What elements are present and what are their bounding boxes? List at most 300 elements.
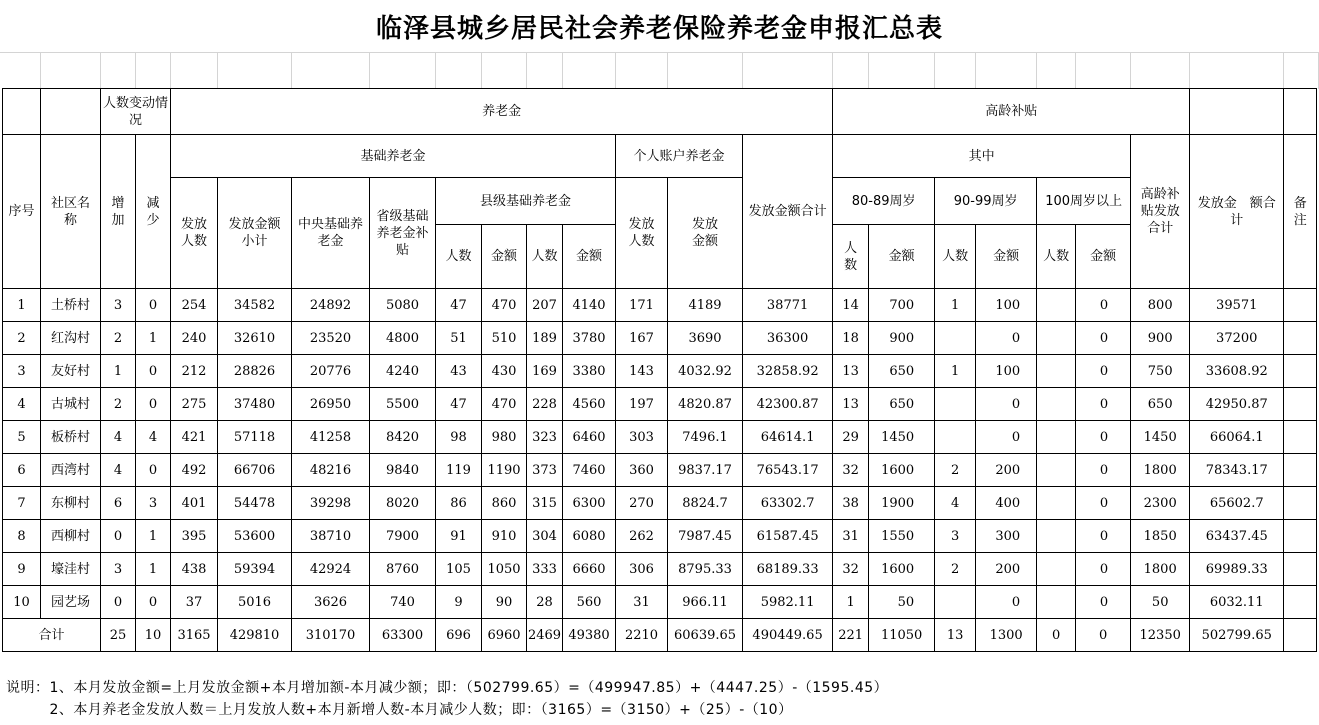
age-80-people-cell: 31	[833, 520, 869, 553]
age-90-amount-cell: 0	[976, 322, 1037, 355]
community-header-blank	[41, 89, 101, 135]
grand-total-header: 发放金 额合计	[1190, 135, 1284, 289]
age-100-amount-cell: 0	[1076, 322, 1131, 355]
seq-cell: 2	[3, 322, 41, 355]
decrease-cell: 0	[136, 355, 171, 388]
age-90-amount-cell: 200	[976, 553, 1037, 586]
county-amount-a-cell: 910	[482, 520, 527, 553]
issue-total-cell: 32858.92	[743, 355, 833, 388]
age-80-89-header: 80-89周岁	[833, 178, 935, 225]
county-people-a-cell: 43	[436, 355, 482, 388]
age-100-amount-cell: 0	[1076, 289, 1131, 322]
county-amount-b-cell: 6660	[563, 553, 616, 586]
table-row	[3, 322, 1317, 355]
county-people-b-cell: 315	[527, 487, 563, 520]
empty-grid-row	[0, 52, 1319, 89]
issue-subtotal-total-cell: 429810	[218, 619, 292, 652]
issue-subtotal-cell: 59394	[218, 553, 292, 586]
county-amount-b-cell: 6080	[563, 520, 616, 553]
county-amount-a-cell: 510	[482, 322, 527, 355]
community-cell: 园艺场	[41, 586, 101, 619]
county-people-b-cell: 373	[527, 454, 563, 487]
county-basic-header: 县级基础养老金	[436, 178, 616, 225]
issue-subtotal-cell: 5016	[218, 586, 292, 619]
central-basic-total-cell: 310170	[292, 619, 370, 652]
seq-cell: 3	[3, 355, 41, 388]
remark-cell	[1284, 520, 1317, 553]
age-100-amount-header: 金额	[1076, 225, 1131, 289]
age-80-amount-cell: 1450	[869, 421, 935, 454]
increase-cell: 0	[101, 520, 136, 553]
community-cell: 壕洼村	[41, 553, 101, 586]
community-cell: 西柳村	[41, 520, 101, 553]
age-90-amount-cell: 0	[976, 388, 1037, 421]
age-80-amount-cell: 1600	[869, 454, 935, 487]
decrease-cell: 4	[136, 421, 171, 454]
county-amount-a-header: 金额	[482, 225, 527, 289]
community-cell: 板桥村	[41, 421, 101, 454]
pa-count-cell: 143	[616, 355, 668, 388]
age-90-people-total-cell: 13	[935, 619, 976, 652]
age-80-people-cell: 32	[833, 553, 869, 586]
increase-cell: 3	[101, 289, 136, 322]
header-row-3	[3, 178, 1317, 225]
county-people-b-cell: 189	[527, 322, 563, 355]
grand-total-cell: 78343.17	[1190, 454, 1284, 487]
county-people-a-cell: 86	[436, 487, 482, 520]
age-90-amount-cell: 0	[976, 586, 1037, 619]
issue-subtotal-cell: 34582	[218, 289, 292, 322]
remark-cell	[1284, 388, 1317, 421]
county-people-b-cell: 207	[527, 289, 563, 322]
issue-subtotal-header: 发放金额小计	[218, 178, 292, 289]
age-100-amount-cell: 0	[1076, 388, 1131, 421]
age-80-amount-cell: 700	[869, 289, 935, 322]
central-basic-cell: 20776	[292, 355, 370, 388]
issue-count-cell: 275	[171, 388, 218, 421]
age-80-amount-cell: 1900	[869, 487, 935, 520]
remark-cell	[1284, 487, 1317, 520]
pa-amount-total-cell: 60639.65	[668, 619, 743, 652]
community-cell: 土桥村	[41, 289, 101, 322]
seq-cell: 5	[3, 421, 41, 454]
county-people-a-cell: 47	[436, 388, 482, 421]
pa-count-cell: 306	[616, 553, 668, 586]
table-row	[3, 289, 1317, 322]
pa-amount-cell: 3690	[668, 322, 743, 355]
age-90-people-cell: 2	[935, 553, 976, 586]
central-basic-cell: 39298	[292, 487, 370, 520]
pa-count-cell: 303	[616, 421, 668, 454]
grand-total-total-cell: 502799.65	[1190, 619, 1284, 652]
county-amount-b-cell: 3780	[563, 322, 616, 355]
grand-total-cell: 33608.92	[1190, 355, 1284, 388]
among-header: 其中	[833, 135, 1131, 178]
age-100-amount-cell: 0	[1076, 520, 1131, 553]
age-90-people-cell: 1	[935, 355, 976, 388]
issue-total-cell: 63302.7	[743, 487, 833, 520]
table-row	[3, 586, 1317, 619]
pension-summary-table	[2, 88, 1317, 652]
age-80-people-total-cell: 221	[833, 619, 869, 652]
age-90-amount-cell: 0	[976, 421, 1037, 454]
grand-total-cell: 39571	[1190, 289, 1284, 322]
county-amount-a-total-cell: 6960	[482, 619, 527, 652]
grand-total-cell: 63437.45	[1190, 520, 1284, 553]
age-80-people-cell: 1	[833, 586, 869, 619]
pa-count-cell: 262	[616, 520, 668, 553]
pa-amount-cell: 7496.1	[668, 421, 743, 454]
age-90-people-cell: 1	[935, 289, 976, 322]
provincial-basic-cell: 740	[370, 586, 436, 619]
subsidy-total-cell: 800	[1131, 289, 1190, 322]
county-amount-a-cell: 470	[482, 289, 527, 322]
issue-total-cell: 68189.33	[743, 553, 833, 586]
pa-amount-cell: 4189	[668, 289, 743, 322]
grand-total-cell: 69989.33	[1190, 553, 1284, 586]
county-people-b-cell: 169	[527, 355, 563, 388]
issue-count-cell: 401	[171, 487, 218, 520]
decrease-cell: 3	[136, 487, 171, 520]
issue-count-cell: 212	[171, 355, 218, 388]
community-cell: 红沟村	[41, 322, 101, 355]
subsidy-total-cell: 2300	[1131, 487, 1190, 520]
seq-cell: 6	[3, 454, 41, 487]
county-people-b-total-cell: 2469	[527, 619, 563, 652]
community-header: 社区名称	[41, 135, 101, 289]
provincial-basic-cell: 7900	[370, 520, 436, 553]
age-100-people-cell	[1037, 421, 1076, 454]
subsidy-total-header: 高龄补贴发放合计	[1131, 135, 1190, 289]
issue-count-cell: 240	[171, 322, 218, 355]
community-cell: 东柳村	[41, 487, 101, 520]
issue-total-cell: 76543.17	[743, 454, 833, 487]
age-80-people-cell: 32	[833, 454, 869, 487]
age-80-amount-cell: 650	[869, 355, 935, 388]
pension-header: 养老金	[171, 89, 833, 135]
table-row	[3, 520, 1317, 553]
age-80-amount-header: 金额	[869, 225, 935, 289]
provincial-basic-cell: 5080	[370, 289, 436, 322]
age-100-amount-cell: 0	[1076, 355, 1131, 388]
increase-cell: 3	[101, 553, 136, 586]
county-people-b-cell: 323	[527, 421, 563, 454]
age-100-amount-cell: 0	[1076, 454, 1131, 487]
central-basic-cell: 24892	[292, 289, 370, 322]
county-people-b-cell: 28	[527, 586, 563, 619]
issue-total-header: 发放金额合计	[743, 135, 833, 289]
pa-count-cell: 197	[616, 388, 668, 421]
table-row	[3, 388, 1317, 421]
decrease-cell: 1	[136, 322, 171, 355]
age-90-people-cell	[935, 322, 976, 355]
age-80-people-cell: 13	[833, 355, 869, 388]
county-amount-b-cell: 3380	[563, 355, 616, 388]
age-90-people-cell: 4	[935, 487, 976, 520]
age-100-people-cell	[1037, 289, 1076, 322]
age-90-amount-cell: 300	[976, 520, 1037, 553]
age-80-amount-total-cell: 11050	[869, 619, 935, 652]
issue-subtotal-cell: 57118	[218, 421, 292, 454]
subsidy-total-cell: 1850	[1131, 520, 1190, 553]
age-100-people-cell	[1037, 322, 1076, 355]
community-cell: 西湾村	[41, 454, 101, 487]
county-people-a-cell: 47	[436, 289, 482, 322]
increase-cell: 6	[101, 487, 136, 520]
grand-total-cell: 66064.1	[1190, 421, 1284, 454]
age-100-amount-cell: 0	[1076, 553, 1131, 586]
increase-cell: 0	[101, 586, 136, 619]
issue-count-header: 发放人数	[171, 178, 218, 289]
decrease-cell: 0	[136, 289, 171, 322]
age-90-amount-total-cell: 1300	[976, 619, 1037, 652]
county-amount-b-cell: 6300	[563, 487, 616, 520]
issue-subtotal-cell: 28826	[218, 355, 292, 388]
age-100-people-cell	[1037, 454, 1076, 487]
pa-count-cell: 171	[616, 289, 668, 322]
decrease-cell: 0	[136, 454, 171, 487]
age-90-amount-cell: 400	[976, 487, 1037, 520]
age-90-amount-cell: 100	[976, 289, 1037, 322]
note-line-2: 2、本月养老金发放人数＝上月发放人数+本月新增人数-本月减少人数；即：（3165）=（3150）+（25）-（10）	[6, 702, 793, 718]
age-80-people-cell: 14	[833, 289, 869, 322]
county-amount-b-cell: 4140	[563, 289, 616, 322]
age-90-people-cell	[935, 388, 976, 421]
county-people-a-total-cell: 696	[436, 619, 482, 652]
age-80-people-cell: 13	[833, 388, 869, 421]
provincial-basic-cell: 8760	[370, 553, 436, 586]
subsidy-total-cell: 1800	[1131, 553, 1190, 586]
age-80-amount-cell: 650	[869, 388, 935, 421]
central-basic-cell: 3626	[292, 586, 370, 619]
increase-cell: 1	[101, 355, 136, 388]
pa-count-header: 发放人数	[616, 178, 668, 289]
seq-cell: 1	[3, 289, 41, 322]
remark-header: 备注	[1284, 135, 1317, 289]
pa-amount-header: 发放金额	[668, 178, 743, 289]
county-people-a-cell: 91	[436, 520, 482, 553]
age-100-people-cell	[1037, 586, 1076, 619]
county-amount-b-cell: 560	[563, 586, 616, 619]
age-90-people-cell	[935, 421, 976, 454]
age-100-amount-cell: 0	[1076, 421, 1131, 454]
county-amount-b-cell: 4560	[563, 388, 616, 421]
pa-count-cell: 270	[616, 487, 668, 520]
provincial-basic-cell: 8420	[370, 421, 436, 454]
decrease-cell: 1	[136, 553, 171, 586]
remark-cell	[1284, 421, 1317, 454]
remark-total-cell	[1284, 619, 1317, 652]
age-100-amount-cell: 0	[1076, 487, 1131, 520]
grand-total-header-blank	[1190, 89, 1284, 135]
issue-count-cell: 438	[171, 553, 218, 586]
age-100-people-cell	[1037, 388, 1076, 421]
remark-header-blank	[1284, 89, 1317, 135]
age-80-amount-cell: 50	[869, 586, 935, 619]
central-basic-header: 中央基础养老金	[292, 178, 370, 289]
issue-subtotal-cell: 66706	[218, 454, 292, 487]
issue-subtotal-cell: 54478	[218, 487, 292, 520]
provincial-basic-total-cell: 63300	[370, 619, 436, 652]
subsidy-total-cell: 1450	[1131, 421, 1190, 454]
remark-cell	[1284, 586, 1317, 619]
issue-count-total-cell: 3165	[171, 619, 218, 652]
seq-header-blank	[3, 89, 41, 135]
issue-count-cell: 254	[171, 289, 218, 322]
seq-cell: 9	[3, 553, 41, 586]
personal-account-header: 个人账户养老金	[616, 135, 743, 178]
pa-count-cell: 31	[616, 586, 668, 619]
county-people-a-cell: 9	[436, 586, 482, 619]
county-amount-b-cell: 6460	[563, 421, 616, 454]
issue-total-cell: 42300.87	[743, 388, 833, 421]
county-amount-b-header: 金额	[563, 225, 616, 289]
issue-count-cell: 37	[171, 586, 218, 619]
age-100-people-cell	[1037, 520, 1076, 553]
report-title: 临泽县城乡居民社会养老保险养老金申报汇总表	[375, 13, 943, 44]
age-80-people-cell: 18	[833, 322, 869, 355]
table-row	[3, 355, 1317, 388]
pa-amount-cell: 4820.87	[668, 388, 743, 421]
issue-total-cell: 61587.45	[743, 520, 833, 553]
issue-subtotal-cell: 37480	[218, 388, 292, 421]
central-basic-cell: 42924	[292, 553, 370, 586]
decrease-total-cell: 10	[136, 619, 171, 652]
issue-subtotal-cell: 32610	[218, 322, 292, 355]
age-90-people-cell: 3	[935, 520, 976, 553]
pa-count-cell: 360	[616, 454, 668, 487]
county-amount-a-cell: 860	[482, 487, 527, 520]
decrease-cell: 1	[136, 520, 171, 553]
pa-count-total-cell: 2210	[616, 619, 668, 652]
issue-count-cell: 421	[171, 421, 218, 454]
age-90-people-cell	[935, 586, 976, 619]
age-90-amount-header: 金额	[976, 225, 1037, 289]
total-row	[3, 619, 1317, 652]
issue-total-cell: 38771	[743, 289, 833, 322]
increase-cell: 4	[101, 454, 136, 487]
grand-total-cell: 6032.11	[1190, 586, 1284, 619]
issue-count-cell: 492	[171, 454, 218, 487]
provincial-basic-cell: 9840	[370, 454, 436, 487]
pa-amount-cell: 4032.92	[668, 355, 743, 388]
county-people-a-cell: 119	[436, 454, 482, 487]
age-90-99-header: 90-99周岁	[935, 178, 1037, 225]
age-80-people-cell: 29	[833, 421, 869, 454]
county-people-b-cell: 333	[527, 553, 563, 586]
grand-total-cell: 37200	[1190, 322, 1284, 355]
subsidy-total-cell: 50	[1131, 586, 1190, 619]
age-100-people-total-cell: 0	[1037, 619, 1076, 652]
central-basic-cell: 41258	[292, 421, 370, 454]
county-people-a-cell: 98	[436, 421, 482, 454]
age-100-people-cell	[1037, 355, 1076, 388]
county-people-b-cell: 304	[527, 520, 563, 553]
table-row	[3, 421, 1317, 454]
age-100-people-cell	[1037, 553, 1076, 586]
increase-cell: 2	[101, 388, 136, 421]
age-90-amount-cell: 100	[976, 355, 1037, 388]
decrease-cell: 0	[136, 388, 171, 421]
county-people-b-header: 人数	[527, 225, 563, 289]
provincial-basic-cell: 8020	[370, 487, 436, 520]
central-basic-cell: 38710	[292, 520, 370, 553]
county-people-a-cell: 105	[436, 553, 482, 586]
increase-header: 增加	[101, 135, 136, 289]
pa-amount-cell: 7987.45	[668, 520, 743, 553]
provincial-basic-cell: 4240	[370, 355, 436, 388]
county-people-b-cell: 228	[527, 388, 563, 421]
central-basic-cell: 26950	[292, 388, 370, 421]
issue-total-cell: 36300	[743, 322, 833, 355]
county-amount-a-cell: 470	[482, 388, 527, 421]
county-amount-a-cell: 980	[482, 421, 527, 454]
county-people-a-cell: 51	[436, 322, 482, 355]
elderly-subsidy-header: 高龄补贴	[833, 89, 1190, 135]
header-row-1	[3, 89, 1317, 135]
subsidy-total-cell: 1800	[1131, 454, 1190, 487]
total-label: 合计	[3, 619, 101, 652]
subsidy-total-total-cell: 12350	[1131, 619, 1190, 652]
header-row-2	[3, 135, 1317, 178]
provincial-basic-cell: 5500	[370, 388, 436, 421]
seq-cell: 8	[3, 520, 41, 553]
county-amount-a-cell: 430	[482, 355, 527, 388]
county-amount-a-cell: 90	[482, 586, 527, 619]
pa-amount-cell: 966.11	[668, 586, 743, 619]
provincial-basic-cell: 4800	[370, 322, 436, 355]
county-amount-a-cell: 1190	[482, 454, 527, 487]
county-people-a-header: 人数	[436, 225, 482, 289]
decrease-cell: 0	[136, 586, 171, 619]
grand-total-cell: 65602.7	[1190, 487, 1284, 520]
county-amount-b-cell: 7460	[563, 454, 616, 487]
community-cell: 友好村	[41, 355, 101, 388]
age-100-amount-cell: 0	[1076, 586, 1131, 619]
seq-cell: 4	[3, 388, 41, 421]
subsidy-total-cell: 750	[1131, 355, 1190, 388]
note-line-1: 说明：1、本月发放金额=上月发放金额+本月增加额-本月减少额；即：（502799.65）=（499947.85）+（4447.25）-（1595.45）	[6, 680, 889, 696]
increase-cell: 2	[101, 322, 136, 355]
provincial-basic-header: 省级基础养老金补贴	[370, 178, 436, 289]
age-80-people-cell: 38	[833, 487, 869, 520]
seq-cell: 10	[3, 586, 41, 619]
age-100-amount-total-cell: 0	[1076, 619, 1131, 652]
central-basic-cell: 23520	[292, 322, 370, 355]
pa-amount-cell: 8824.7	[668, 487, 743, 520]
age-100-people-cell	[1037, 487, 1076, 520]
issue-subtotal-cell: 53600	[218, 520, 292, 553]
pa-count-cell: 167	[616, 322, 668, 355]
issue-count-cell: 395	[171, 520, 218, 553]
community-cell: 古城村	[41, 388, 101, 421]
table-row	[3, 553, 1317, 586]
age-90-people-cell: 2	[935, 454, 976, 487]
increase-total-cell: 25	[101, 619, 136, 652]
pa-amount-cell: 9837.17	[668, 454, 743, 487]
age-100-header: 100周岁以上	[1037, 178, 1131, 225]
remark-cell	[1284, 322, 1317, 355]
subsidy-total-cell: 650	[1131, 388, 1190, 421]
decrease-header: 减少	[136, 135, 171, 289]
seq-header: 序号	[3, 135, 41, 289]
county-amount-b-total-cell: 49380	[563, 619, 616, 652]
remark-cell	[1284, 553, 1317, 586]
age-80-amount-cell: 1600	[869, 553, 935, 586]
issue-total-total-cell: 490449.65	[743, 619, 833, 652]
change-header: 人数变动情况	[101, 89, 171, 135]
central-basic-cell: 48216	[292, 454, 370, 487]
